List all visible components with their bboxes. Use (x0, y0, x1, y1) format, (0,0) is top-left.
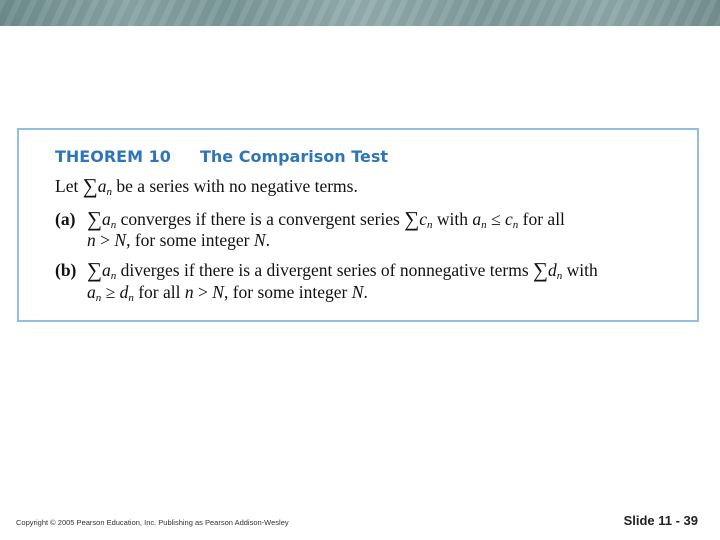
math-relation: > (95, 230, 115, 250)
sigma-symbol: ∑ (87, 258, 102, 282)
sigma-symbol: ∑ (87, 207, 102, 231)
intro-text: be a series with no negative terms. (111, 176, 358, 196)
theorem-intro (55, 174, 358, 199)
theorem-number: THEOREM 10 (55, 147, 171, 166)
part-b-label: (b) (55, 260, 77, 280)
theorem-box (17, 128, 699, 322)
part-a-text: . (265, 230, 270, 250)
math-var: c (419, 209, 427, 229)
sigma-symbol: ∑ (404, 207, 420, 231)
theorem-header (55, 147, 389, 169)
math-var: a (101, 209, 111, 229)
copyright-footer: Copyright © 2005 Pearson Education, Inc. Publishing as Pearson Addison-Wesley (16, 518, 289, 527)
math-var: d (548, 260, 557, 280)
math-var: a (87, 282, 96, 302)
math-relation: ≥ (101, 282, 120, 302)
sigma-symbol: ∑ (82, 174, 98, 198)
part-a-text: with (432, 209, 473, 229)
part-a-text: , for some integer (126, 230, 254, 250)
math-var: N (212, 282, 224, 302)
math-sub: n (128, 292, 134, 304)
math-var: a (472, 209, 482, 229)
part-b-text: with (562, 260, 598, 280)
part-a-text: converges if there is a convergent series (116, 209, 405, 229)
part-a-label: (a) (55, 209, 76, 229)
math-var: n (184, 282, 194, 302)
math-sub: n (556, 270, 563, 282)
part-b-text: , for some integer (223, 282, 352, 302)
part-b-line-2 (87, 282, 368, 303)
part-b-line-1 (55, 258, 598, 283)
math-sub: n (106, 186, 112, 198)
math-var: d (119, 282, 129, 302)
math-sub: n (110, 219, 117, 231)
math-var: a (101, 260, 111, 280)
math-var: N (253, 230, 266, 250)
top-banner (0, 0, 720, 26)
part-b-text: diverges if there is a divergent series of nonnegative terms (116, 260, 534, 280)
math-var: N (114, 230, 127, 250)
math-relation: > (193, 282, 213, 302)
part-a-line-1 (55, 207, 565, 232)
slide-number: Slide 11 - 39 (623, 513, 698, 528)
math-var: a (97, 176, 107, 196)
part-a-text: for all (518, 209, 565, 229)
math-var: N (351, 282, 364, 302)
intro-prefix: Let (55, 176, 83, 196)
math-sub: n (95, 292, 102, 304)
math-sub: n (481, 219, 487, 231)
part-b-text: . (363, 282, 368, 302)
math-var: c (504, 209, 513, 229)
math-relation: ≤ (486, 209, 505, 229)
theorem-title: The Comparison Test (200, 147, 389, 166)
sigma-symbol: ∑ (533, 258, 549, 282)
math-sub: n (110, 270, 117, 282)
part-b-text: for all (133, 282, 185, 302)
math-var: n (87, 230, 96, 250)
part-a-line-2 (87, 230, 270, 251)
math-sub: n (512, 219, 519, 231)
math-sub: n (427, 219, 433, 231)
